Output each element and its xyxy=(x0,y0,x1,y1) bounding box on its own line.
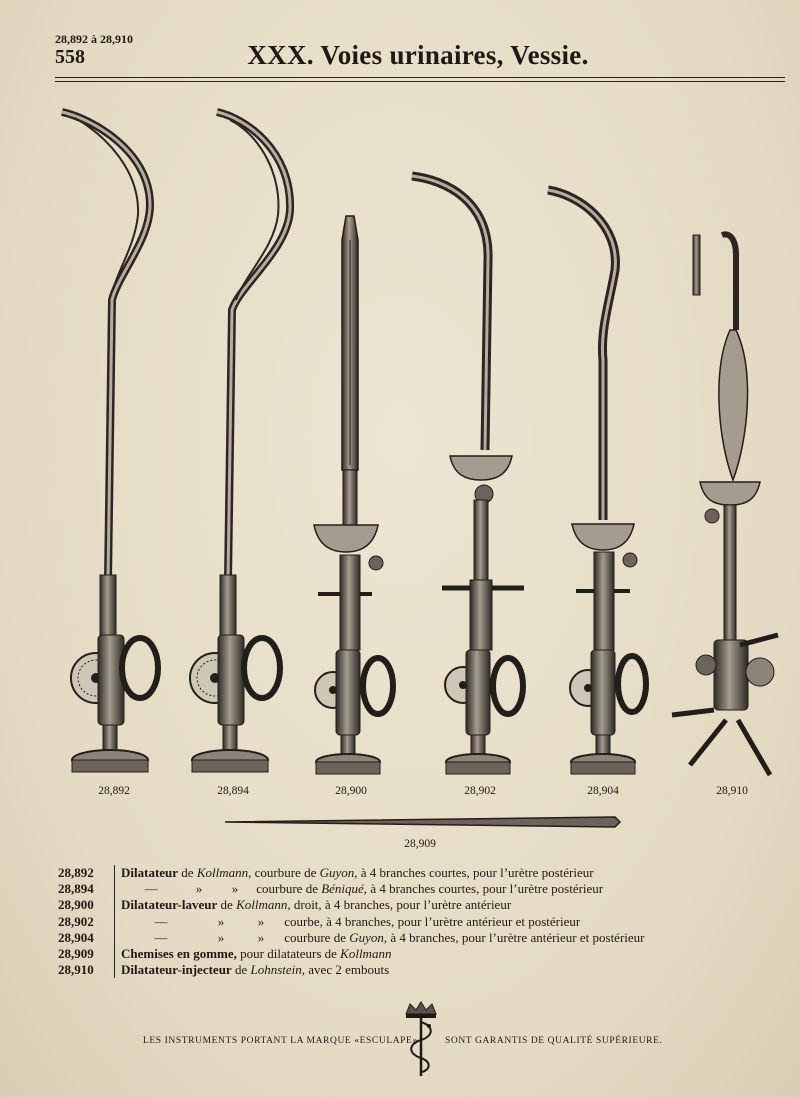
item-number: 28,910 xyxy=(58,962,94,978)
figure-label: 28,894 xyxy=(217,785,249,797)
figure-label: 28,892 xyxy=(98,785,130,797)
instrument-plate xyxy=(0,90,800,850)
item-range: 28,892 à 28,910 xyxy=(55,32,133,46)
item-number: 28,900 xyxy=(58,897,94,913)
list-item xyxy=(58,914,778,930)
list-item xyxy=(58,930,778,946)
item-description: Dilatateur de Kollmann, courbure de Guyon, à 4 branches courtes, pour l’urètre postérieur xyxy=(121,865,594,880)
figure-label: 28,910 xyxy=(716,785,748,797)
dilatator-curved-icon xyxy=(412,176,524,774)
footer-text-left: LES INSTRUMENTS PORTANT LA MARQUE «ESCULAPE» xyxy=(143,1036,418,1046)
item-number: 28,909 xyxy=(58,945,94,961)
header-rule-thin xyxy=(55,81,785,82)
item-description: Dilatateur-laveur de Kollmann, droit, à 4 branches, pour l’urètre antérieur xyxy=(121,897,512,913)
item-description: — » » courbe, à 4 branches, pour l’urètre antérieur et postérieur xyxy=(154,913,581,929)
list-item xyxy=(58,962,778,978)
catalog-list xyxy=(58,865,778,978)
dilatator-straight-icon xyxy=(314,216,393,774)
esculape-emblem-icon xyxy=(398,1000,444,1078)
dilatator-curved-icon xyxy=(190,112,290,772)
item-number: 28,894 xyxy=(58,881,94,897)
item-description: — » » courbure de Guyon, à 4 branches, pour l’urètre antérieur et postérieur xyxy=(154,929,645,945)
page-title: XXX. Voies urinaires, Vessie. xyxy=(247,40,589,70)
rubber-sheath-icon xyxy=(225,817,620,827)
item-description: Chemises en gomme, pour dilatateurs de Kollmann xyxy=(121,945,392,961)
item-description: — » » courbure de Béniqué, à 4 branches courtes, pour l’urètre postérieur xyxy=(144,881,604,897)
page-number: 558 xyxy=(55,46,85,68)
footer-text-right: SONT GARANTIS DE QUALITÉ SUPÉRIEURE. xyxy=(445,1036,663,1046)
list-item xyxy=(58,865,778,881)
figure-label: 28,904 xyxy=(587,785,619,797)
item-description: Dilatateur-injecteur de Lohnstein, avec 2 embouts xyxy=(121,962,390,978)
list-item xyxy=(58,946,778,962)
dilatator-injector-icon xyxy=(672,234,778,775)
figure-label: 28,902 xyxy=(464,785,496,797)
item-number: 28,904 xyxy=(58,929,94,945)
item-number: 28,892 xyxy=(58,865,94,880)
figure-label: 28,909 xyxy=(404,838,436,850)
list-item xyxy=(58,881,778,897)
dilatator-curved-icon xyxy=(548,190,646,774)
dilatator-curved-icon xyxy=(62,112,158,772)
item-number: 28,902 xyxy=(58,913,94,929)
list-item xyxy=(58,897,778,913)
figure-label: 28,900 xyxy=(335,785,367,797)
header-rule xyxy=(55,77,785,78)
